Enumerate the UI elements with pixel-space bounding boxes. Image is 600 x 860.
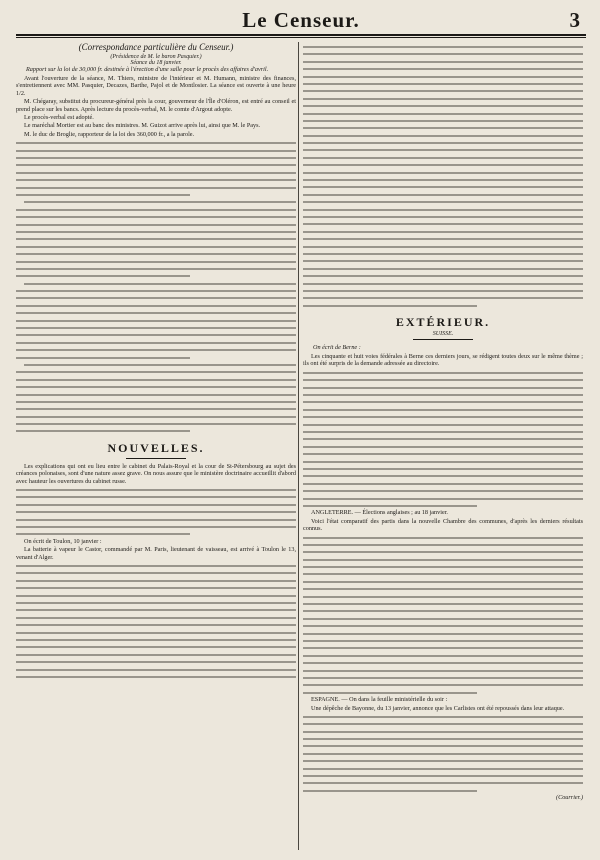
text-block xyxy=(16,486,296,538)
source-signature: (Courrier.) xyxy=(556,794,583,802)
masthead-rule xyxy=(16,34,586,36)
dateline: On écrit de Berne : xyxy=(313,344,361,352)
paragraph: On écrit de Toulon, 10 janvier : xyxy=(24,537,102,545)
nouvelles-heading: NOUVELLES. xyxy=(107,440,205,455)
paragraph: La batterie à vapeur le Castor, commandé par M. Paris, lieutenant de vaisseau, est arrivé à Toulon le 13, venant d'Alger. xyxy=(16,546,296,561)
newspaper-title: Le Censeur. xyxy=(242,8,360,32)
paragraph: ANGLETERRE. — Élections anglaises ; au 18 janvier. xyxy=(311,509,448,517)
section-rule xyxy=(413,339,473,340)
paragraph: Les cinquante et huit voies fédérales à Berne ces derniers jours, se rédigent toutes deux sur le même thème ; ils ont été surpris de la demande adressée au directoire. xyxy=(303,353,583,368)
text-block xyxy=(303,713,583,794)
seance-line: Séance du 18 janvier. xyxy=(130,60,182,66)
text-block xyxy=(16,562,296,680)
paragraph: ESPAGNE. — On dans la feuille ministérielle du soir : xyxy=(311,696,448,704)
text-block xyxy=(303,369,583,509)
paragraph: Une dépêche de Bayonne, du 13 janvier, annonce que les Carlistes ont été repoussés dans leur attaque. xyxy=(311,704,565,712)
right-column xyxy=(303,42,583,852)
text-block xyxy=(303,43,583,309)
exterieur-heading: EXTÉRIEUR. xyxy=(395,315,491,330)
report-title: Rapport sur la loi de 30,000 fr. destinée à l'érection d'une salle pour le procès des affaires d'avril. xyxy=(26,66,269,73)
paragraph: Le maréchal Mortier est au banc des ministres. M. Guizot arrive après lui, ainsi que M. le Pays. xyxy=(24,122,261,130)
paragraph: M. Chégaray, substitut du procureur-général près la cour, gouverneur de l'Île d'Oléron, est entré au conseil et prend place sur les bancs. Après lecture du procès-verbal, M. le comte d'Argout adopte. xyxy=(16,98,296,113)
paragraph: Les explications qui ont eu lieu entre le cabinet du Palais-Royal et la cour de St-Pétersbourg au sujet des créances polonaises, sont d'une nature assez grave. On nous assure que le ministère doctrinaire accueillit d'abord avec hauteur les ouvertures du cabinet russe. xyxy=(16,462,296,485)
paragraph: M. le duc de Broglie, rapporteur de la loi des 360,000 fr., a la parole. xyxy=(24,130,195,138)
paragraph: Le procès-verbal est adopté. xyxy=(24,114,94,122)
column-divider xyxy=(298,42,299,850)
text-block xyxy=(16,139,296,435)
correspondence-heading: (Correspondance particulière du Censeur.) xyxy=(78,42,234,52)
section-rule xyxy=(126,458,186,459)
masthead-rule-thin xyxy=(16,37,586,38)
text-block xyxy=(303,534,583,697)
paragraph: Avant l'ouverture de la séance, M. Thiers, ministre de l'intérieur et M. Humann, ministre des finances, s'entretiennent avec MM. Pasquier, Decazes, Barthe, Pajol et de Montlosier. La séance est ouverte à une heure 1/2. xyxy=(16,75,296,97)
presidence-line: (Présidence de M. le baron Pasquier.) xyxy=(110,54,202,60)
page-number: 3 xyxy=(569,8,580,32)
suisse-heading: SUISSE. xyxy=(432,331,454,338)
masthead xyxy=(16,8,586,34)
left-column xyxy=(16,42,296,852)
paragraph: Voici l'état comparatif des partis dans la nouvelle Chambre des communes, d'après les derniers résultats connus. xyxy=(303,517,583,533)
